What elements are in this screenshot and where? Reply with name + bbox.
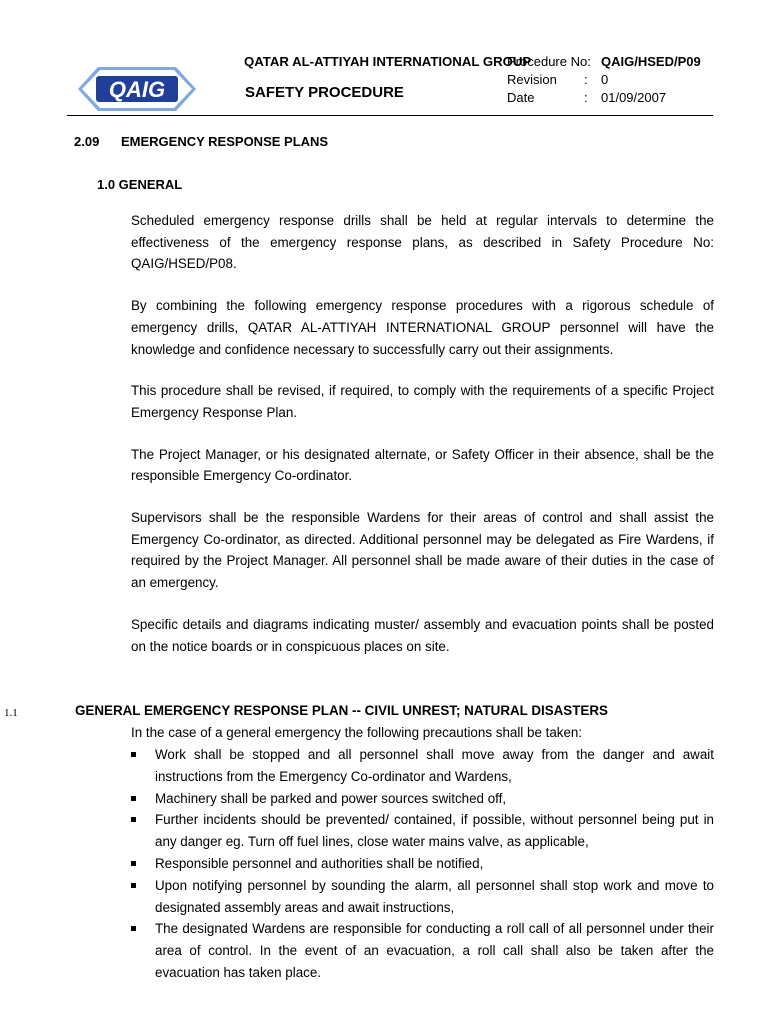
paragraph: The Project Manager, or his designated alternate, or Safety Officer in their absence, shall be the responsible Emergency Co-ordinator. (131, 446, 714, 484)
list-item (131, 875, 714, 919)
bullet-icon (131, 752, 136, 757)
meta-value: 0 (601, 72, 609, 87)
section-number: 2.09 (74, 134, 100, 149)
meta-label: Date (507, 90, 535, 105)
list-item-text: Machinery shall be parked and power sources switched off, (155, 790, 507, 806)
list-item (131, 744, 714, 788)
plan-intro: In the case of a general emergency the following precautions shall be taken: (131, 725, 583, 740)
company-name: QATAR AL-ATTIYAH INTERNATIONAL GROUP (244, 54, 532, 69)
list-item-text: Responsible personnel and authorities shall be notified, (155, 855, 484, 871)
general-heading: 1.0 GENERAL (97, 177, 183, 192)
plan-title: GENERAL EMERGENCY RESPONSE PLAN -- CIVIL UNREST; NATURAL DISASTERS (75, 703, 608, 718)
logo-lettering: QAIG (108, 77, 166, 102)
section-title: EMERGENCY RESPONSE PLANS (121, 134, 329, 149)
list-item (131, 809, 714, 853)
list-item-text: Upon notifying personnel by sounding the alarm, all personnel shall stop work and move to designated assembly areas and await instructions, (155, 877, 714, 915)
bullet-icon (131, 861, 136, 866)
list-item (131, 918, 714, 983)
meta-label: Revision (507, 72, 557, 87)
section-heading (74, 134, 328, 149)
list-item (131, 788, 714, 810)
header-divider (67, 115, 713, 116)
bullet-icon (131, 926, 136, 931)
meta-colon: : (584, 72, 588, 87)
bullet-icon (131, 817, 136, 822)
meta-label: Procedure No: (507, 54, 591, 69)
paragraph: Scheduled emergency response drills shall be held at regular intervals to determine the effectiveness of the emergency response plans, as described in Safety Procedure No: QAIG/HSED/P08. (131, 213, 714, 272)
bullet-icon (131, 796, 136, 801)
general-body (131, 210, 714, 677)
list-item (131, 853, 714, 875)
qaig-logo (76, 64, 198, 114)
document-type: SAFETY PROCEDURE (245, 84, 404, 101)
paragraph: Supervisors shall be the responsible Wardens for their areas of control and shall assist the Emergency Co-ordinator, as directed. Additional personnel may be delegated as Fire Wardens, if required by the Project Manager. All personnel shall be made aware of their duties in the case of an emergency. (131, 510, 714, 591)
precautions-list (131, 744, 714, 984)
meta-colon: : (584, 90, 588, 105)
paragraph: This procedure shall be revised, if required, to comply with the requirements of a specific Project Emergency Response Plan. (131, 383, 714, 420)
paragraph: By combining the following emergency response procedures with a rigorous schedule of emergency drills, QATAR AL-ATTIYAH INTERNATIONAL GROUP personnel will have the knowledge and confidence necessary to successfully carry out their assignments. (131, 298, 714, 357)
paragraph: Specific details and diagrams indicating muster/ assembly and evacuation points shall be posted on the notice boards or in conspicuous places on site. (131, 616, 714, 654)
list-item-text: Work shall be stopped and all personnel shall move away from the danger and await instructions from the Emergency Co-ordinator and Wardens, (155, 747, 714, 784)
list-item-text: The designated Wardens are responsible for conducting a roll call of all personnel under their area of control. In the event of an evacuation, a roll call shall also be taken after the evacuation has taken place. (155, 921, 714, 980)
list-item-text: Further incidents should be prevented/ contained, if possible, without personnel being put in any danger eg. Turn off fuel lines, close water mains valve, as applicable, (155, 812, 714, 850)
meta-value: QAIG/HSED/P09 (601, 54, 701, 69)
meta-value: 01/09/2007 (601, 90, 667, 105)
bullet-icon (131, 883, 136, 888)
plan-number: 1.1 (4, 707, 18, 719)
